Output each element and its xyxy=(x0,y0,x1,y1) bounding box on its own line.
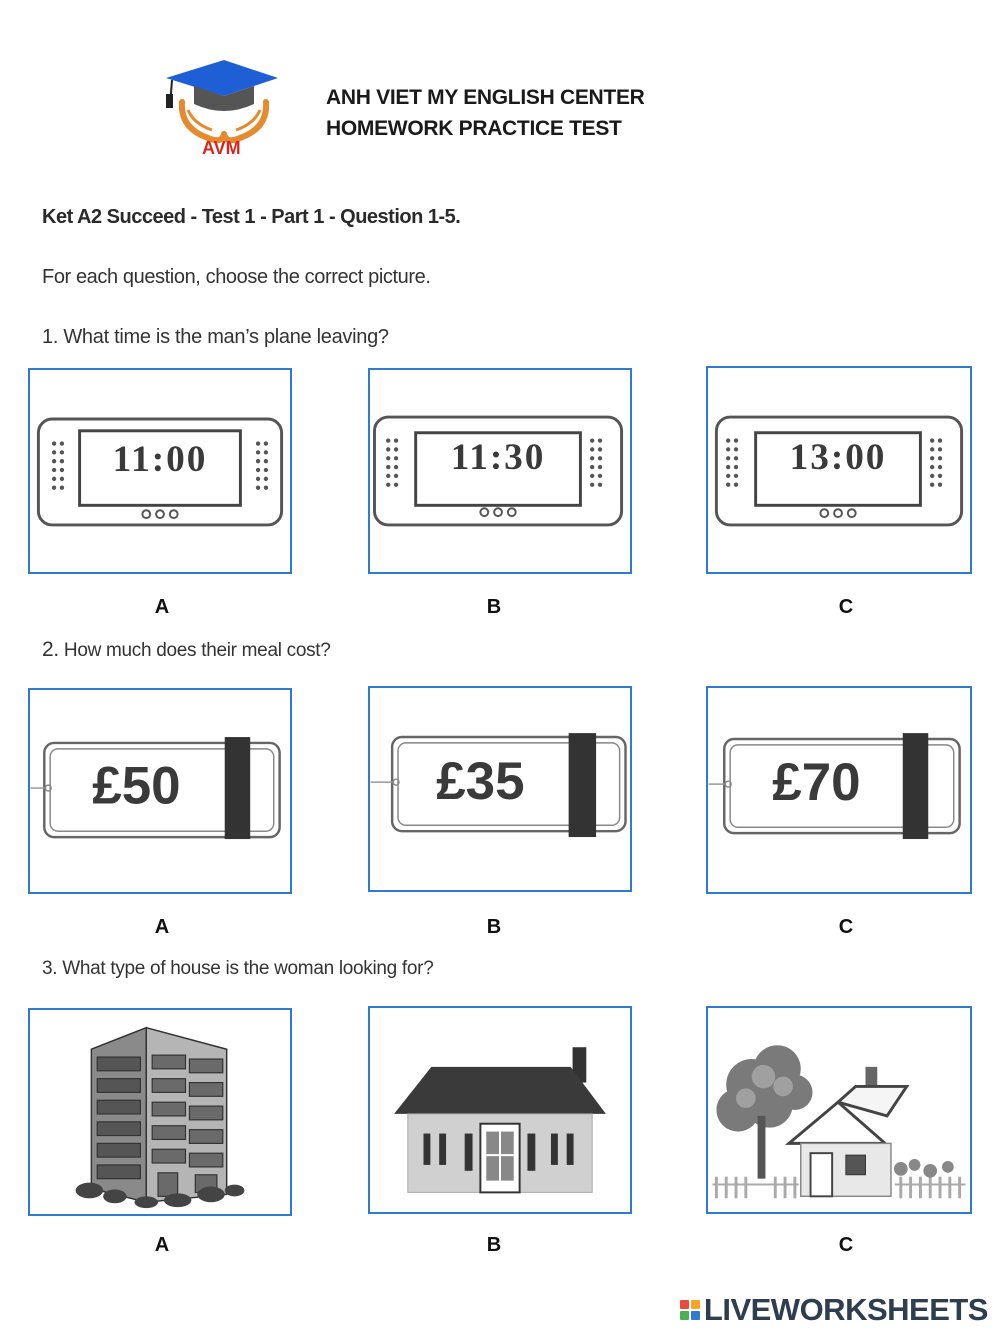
clock-display-text: 11:00 xyxy=(112,439,208,480)
logo-text: AVM xyxy=(202,138,241,158)
liveworksheets-brand: LIVEWORKSHEETS xyxy=(703,1292,988,1327)
question-text: How much does their meal cost? xyxy=(63,640,331,661)
option-3a-picture[interactable] xyxy=(28,1008,292,1216)
option-2b-label[interactable]: B xyxy=(486,916,502,938)
option-3b-label[interactable]: B xyxy=(486,1234,502,1256)
question-number: 1. xyxy=(42,326,59,348)
price-tag-text: £70 xyxy=(772,752,861,812)
liveworksheets-blocks-icon xyxy=(680,1300,700,1320)
liveworksheets-logo[interactable] xyxy=(680,1292,988,1328)
question-1 xyxy=(42,326,389,349)
apartment-building-icon xyxy=(30,1010,290,1214)
test-title: Ket A2 Succeed - Test 1 - Part 1 - Question 1-5. xyxy=(42,206,461,228)
option-1a-label[interactable]: A xyxy=(154,596,170,618)
center-name: ANH VIET MY ENGLISH CENTER xyxy=(326,86,645,109)
clock-display-text: 11:30 xyxy=(450,437,546,479)
option-1a-picture[interactable] xyxy=(28,368,292,574)
question-text: What type of house is the woman looking for? xyxy=(62,958,434,979)
instruction-text: For each question, choose the correct picture. xyxy=(42,266,431,288)
header-block xyxy=(326,82,645,144)
question-text: What time is the man’s plane leaving? xyxy=(63,326,389,348)
option-1b-label[interactable]: B xyxy=(486,596,502,618)
worksheet-subtitle: HOMEWORK PRACTICE TEST xyxy=(326,117,622,140)
option-1c-label[interactable]: C xyxy=(838,596,854,618)
house-icon xyxy=(370,1008,630,1212)
option-3a-label[interactable]: A xyxy=(154,1234,170,1256)
question-2 xyxy=(42,638,331,662)
question-number: 2. xyxy=(42,638,59,661)
option-3b-picture[interactable] xyxy=(368,1006,632,1214)
question-3 xyxy=(42,958,433,980)
option-2c-label[interactable]: C xyxy=(838,916,854,938)
option-2a-picture[interactable] xyxy=(28,688,292,894)
option-3c-label[interactable]: C xyxy=(838,1234,854,1256)
option-1b-picture[interactable] xyxy=(368,368,632,574)
option-3c-picture[interactable] xyxy=(706,1006,972,1214)
question-number: 3. xyxy=(42,958,58,979)
cottage-icon xyxy=(708,1008,970,1212)
clock-display-text: 13:00 xyxy=(789,437,887,479)
option-2b-picture[interactable] xyxy=(368,686,632,892)
center-logo xyxy=(158,58,282,162)
option-2a-label[interactable]: A xyxy=(154,916,170,938)
option-2c-picture[interactable] xyxy=(706,686,972,894)
price-tag-text: £50 xyxy=(92,756,181,816)
price-tag-text: £35 xyxy=(436,751,525,811)
option-1c-picture[interactable] xyxy=(706,366,972,574)
